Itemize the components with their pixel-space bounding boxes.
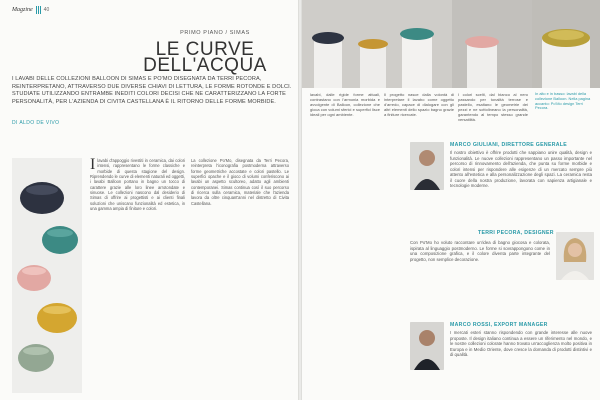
interview-2-head: TERRI PECORA, DESIGNER — [478, 230, 554, 236]
interview-3-text: I mercati esteri stanno rispondendo con grande interesse alle nuove proposte. Il design italiano continua a essere un riferimento nel mondo, e le nostre collezioni colorate hanno trovato un'accoglienza molto positiva in Europa e in Medio Oriente, dove cresce la domanda di prodotti distintivi e di qualità. — [450, 330, 592, 357]
page-number: 40 — [43, 7, 50, 13]
body-column-1 — [90, 158, 185, 211]
article-byline: DI ALDO DE VIVO — [12, 120, 60, 126]
interview-1-head: MARCO GIULIANI, DIRETTORE GENERALE — [450, 142, 568, 148]
portrait-export-manager-photo — [410, 322, 444, 370]
interview-2-text: Con Po'Mo ho voluto raccontare un'idea di bagno giocosa e colorata, ispirata al linguaggio postmoderno. Le forme si sovrappongono come in una composizione grafica, e il colore diventa parte integrante del progetto, non semplice decorazione. — [410, 240, 550, 262]
magazine-logo: Magzine — [12, 7, 33, 13]
article-title — [120, 39, 290, 76]
intro-column-1: lavabi, dalle rigide forme attuali, contrastano con l'armonia morbida e avvolgente di Balloon, collezione che gioca con volumi sferici e superfici lisce ideali per ogni ambiente. — [310, 92, 380, 117]
article-kicker: PRIMO PIANO / SIMAS — [180, 30, 250, 36]
right-page — [302, 0, 600, 400]
left-page — [0, 0, 298, 400]
title-line-2: DELL'ACQUA — [143, 55, 267, 76]
drop-cap: I — [90, 156, 96, 173]
logo-bars-icon — [36, 6, 41, 14]
intro-column-2: Il progetto nasce dalla volontà di interpretare il lavabo come oggetto d'arredo, capace di dialogare con gli altri elementi dello spazio bagno grazie a finiture ricercate. — [384, 92, 454, 117]
portrait-director-photo — [410, 142, 444, 190]
body-column-2: La collezione Po'Mo, disegnata da Terri Pecora, reinterpreta l'iconografia postmoderna attraverso forme geometriche accostate e colori pastello. Le superfici opache e il gioco di volumi conferiscono ai lavabi un aspetto scultoreo, adatto agli ambienti contemporanei. Simas continua così il suo percorso di ricerca sulla ceramica, materiale che l'azienda lavora da oltre cinquant'anni nel distretto di Civita Castellana. — [191, 158, 289, 206]
sinks-product-photo — [12, 158, 82, 393]
interview-3-head: MARCO ROSSI, EXPORT MANAGER — [450, 322, 548, 328]
title-line-1: LE CURVE — [155, 39, 255, 60]
magazine-header — [12, 6, 49, 14]
body-text-1: lavabi d'appoggio rivestiti in ceramica, dai colori intensi, rappresentano le forme classiche e morbide di questa stagione del design. Riprendendo le curve di elementi naturali ed oggetti, i lavabi Balloon portano in bagno un tocco di carattere grazie alle loro linee arrotondate e sinuose. Le collezioni nascono dal desiderio di Simas di offrire ai progettisti e ai clienti finali soluzioni che uniscano funzionalità ed estetica, in una gamma ampia di finiture e colori. — [90, 158, 185, 212]
article-lead: I LAVABI DELLE COLLEZIONI BALLOON DI SIMAS E PO'MO DISEGNATA DA TERRI PECORA, REINTERPRETANO, ATTRAVERSO DUE DIVERSE CHIAVI DI LETTURA, LE FORME ROTONDE E DOLCI. STUDIATE UTILIZZANDO ENTRAMBE INEDITI COLORI DECISI CHE NE CARATTERIZZANO LA FORTE PERSONALITÀ, PER L'AZIENDA DI CIVITA CASTELLANA È IL RITORNO DELLE FORME MORBIDE. — [12, 76, 292, 105]
photo-caption: In alto e in basso: lavabi della collezione Balloon. Nella pagina accanto: Po'Mo design Terri Pecora. — [535, 91, 591, 111]
intro-column-3: I colori scelti, dal bianco al nero passando per tonalità terrose e pastello, esaltano le geometrie dei pezzi e ne sottolineano la personalità, garantendo al tempo stesso grande versatilità. — [458, 92, 528, 122]
interview-1-text: Il nostro obiettivo è offrire prodotti che sappiano unire qualità, design e funzionalità. Le nuove collezioni rappresentano un passo importante nel percorso di rinnovamento dell'azienda, che punta su forme morbide e colori intensi per rispondere alle esigenze di un mercato sempre più attento all'estetica e alla personalizzazione degli spazi. La ceramica resta il cuore della nostra produzione, lavorata con sapienza artigianale e tecnologie moderne. — [450, 150, 592, 188]
showroom-sinks-photo — [302, 0, 600, 88]
portrait-designer-photo — [556, 232, 594, 280]
